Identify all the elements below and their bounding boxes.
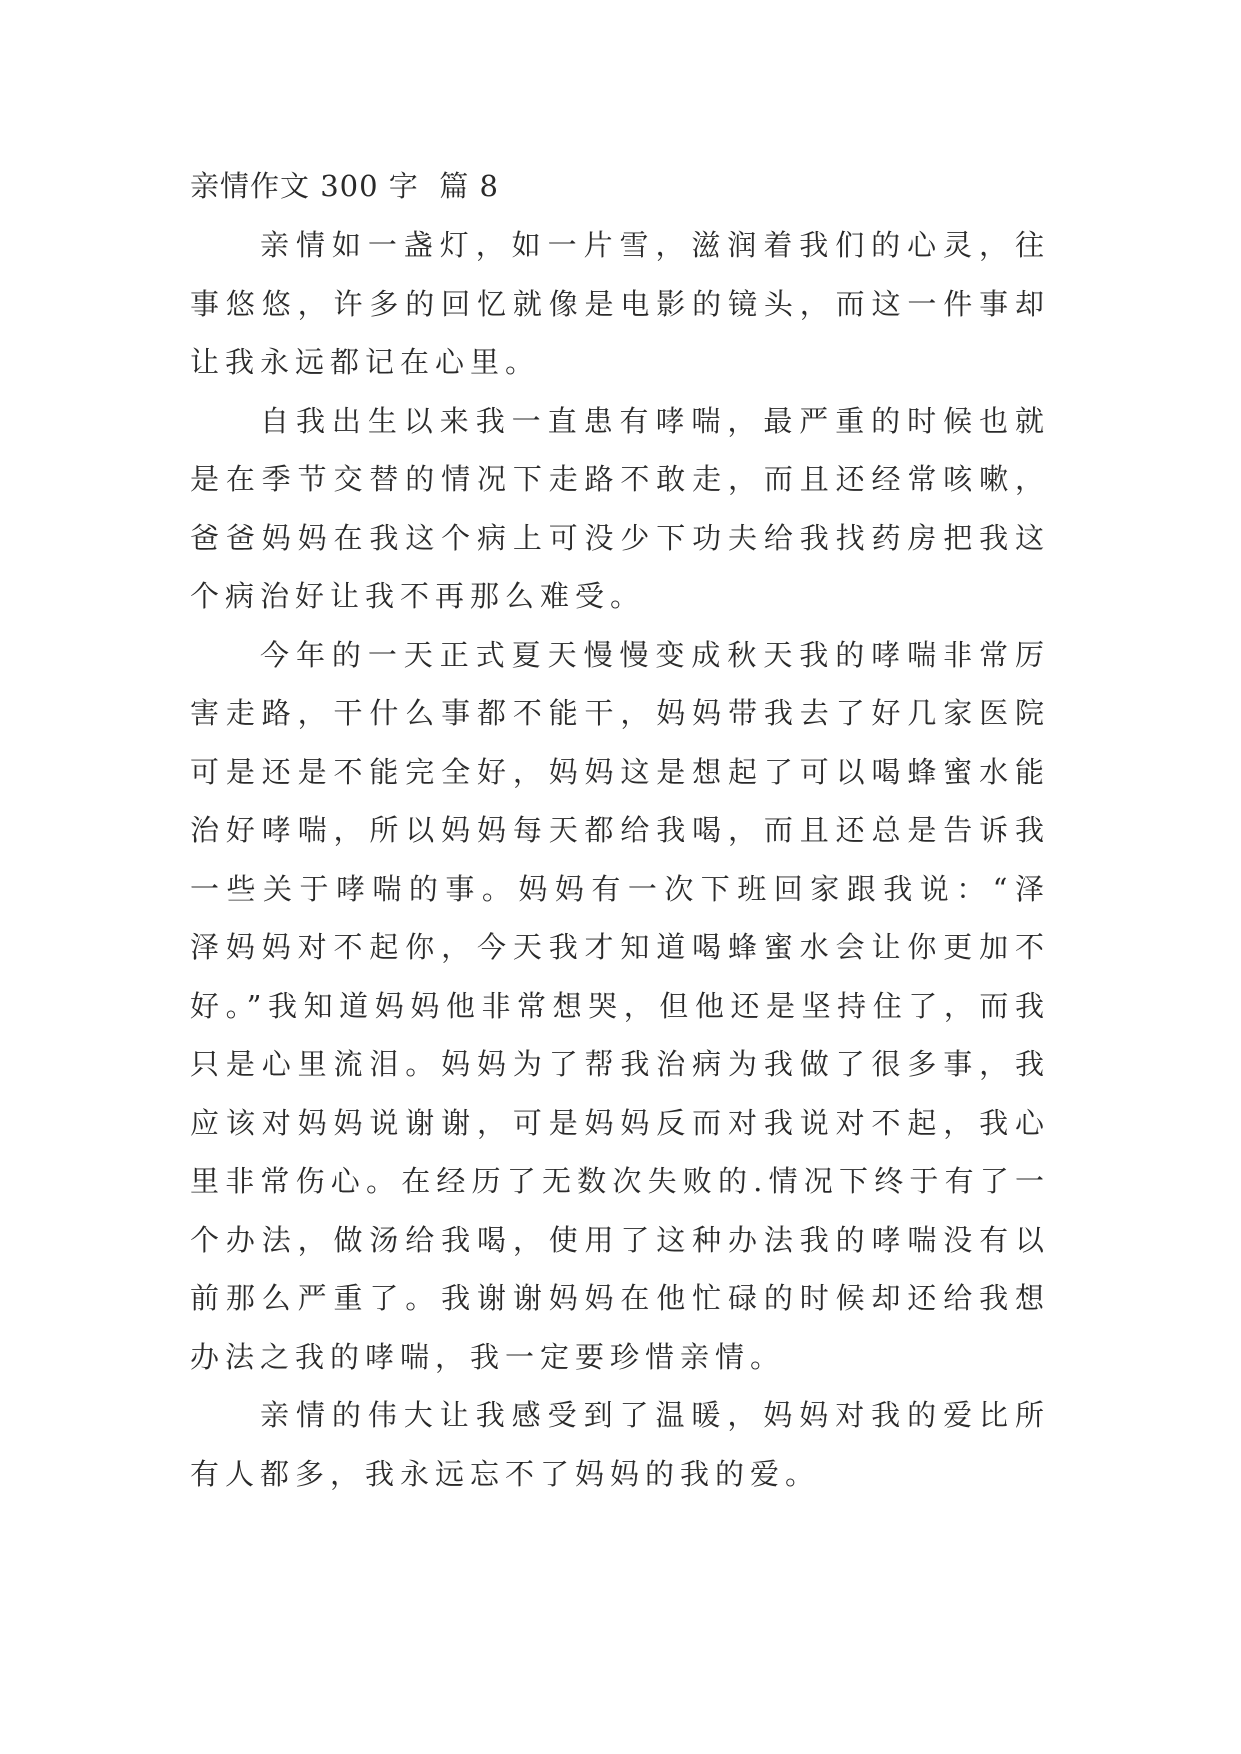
document-body <box>190 216 1050 1503</box>
paragraph-1: 亲情如一盏灯，如一片雪，滋润着我们的心灵，往事悠悠，许多的回忆就像是电影的镜头，而这一件事却让我永远都记在心里。 <box>190 228 1050 379</box>
paragraph-2: 自我出生以来我一直患有哮喘，最严重的时候也就是在季节交替的情况下走路不敢走，而且还经常咳嗽，爸爸妈妈在我这个病上可没少下功夫给我找药房把我这个病治好让我不再那么难受。 <box>190 403 1050 613</box>
paragraph-4: 亲情的伟大让我感受到了温暖，妈妈对我的爱比所有人都多，我永远忘不了妈妈的我的爱。 <box>190 1398 1050 1491</box>
paragraph-3: 今年的一天正式夏天慢慢变成秋天我的哮喘非常厉害走路，干什么事都不能干，妈妈带我去了好几家医院可是还是不能完全好，妈妈这是想起了可以喝蜂蜜水能治好哮喘，所以妈妈每天都给我喝，而且还总是告诉我一些关于哮喘的事。妈妈有一次下班回家跟我说：“泽泽妈妈对不起你，今天我才知道喝蜂蜜水会让你更加不好。”我知道妈妈他非常想哭，但他还是坚持住了，而我只是心里流泪。妈妈为了帮我治病为我做了很多事，我应该对妈妈说谢谢，可是妈妈反而对我说对不起，我心里非常伤心。在经历了无数次失败的.情况下终于有了一个办法，做汤给我喝，使用了这种办法我的哮喘没有以前那么严重了。我谢谢妈妈在他忙碌的时候却还给我想办法之我的哮喘，我一定要珍惜亲情。 <box>190 637 1050 1374</box>
document-title: 亲情作文 300 字 篇 8 <box>190 169 499 203</box>
